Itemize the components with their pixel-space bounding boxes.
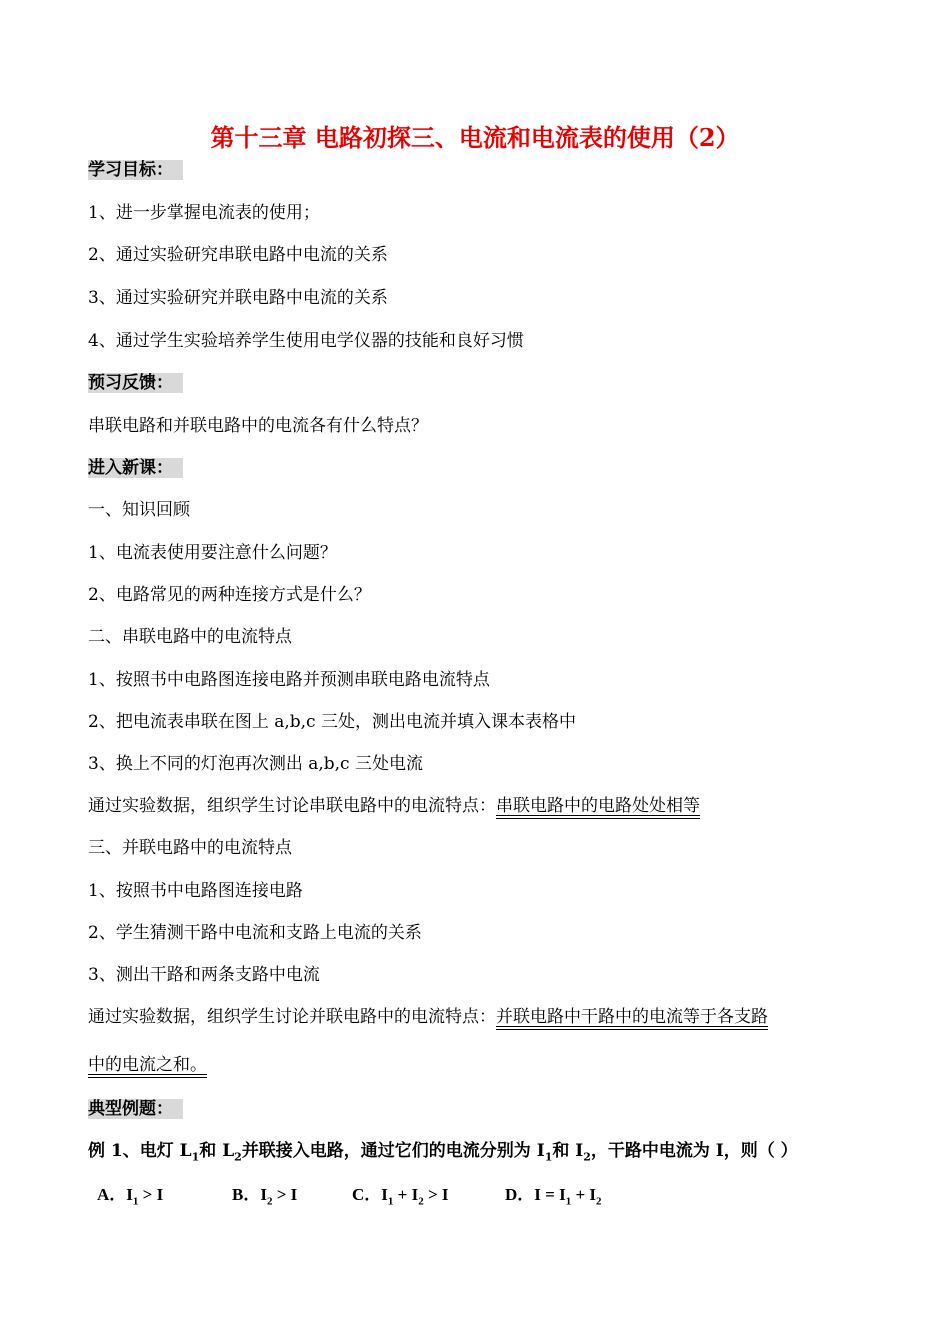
parallel-title: 三、并联电路中的电流特点 (88, 838, 292, 858)
parallel-conclusion-prefix: 通过实验数据，组织学生讨论并联电路中的电流特点： (88, 1007, 496, 1027)
series-conclusion-prefix: 通过实验数据，组织学生讨论串联电路中的电流特点： (88, 796, 496, 816)
parallel-conclusion-cont (88, 1050, 207, 1075)
preview-heading-row (88, 368, 183, 393)
ex-text: 例 1、电灯 L (88, 1141, 192, 1161)
parallel-item: 1、按照书中电路图连接电路 (88, 881, 303, 901)
option-d (505, 1180, 602, 1207)
option-text: > I (138, 1185, 164, 1204)
parallel-item: 2、学生猜测干路中电流和支路上电流的关系 (88, 923, 422, 943)
parallel-conclusion-answer-cont: 中的电流之和。 (88, 1055, 207, 1075)
parallel-conclusion (88, 1002, 768, 1027)
option-text: > I (423, 1185, 449, 1204)
newlesson-heading: 进入新课： (88, 458, 183, 478)
goals-heading-row (88, 155, 183, 180)
ex-text: 和 I (552, 1141, 584, 1161)
option-sub: 1 (387, 1195, 394, 1208)
series-title: 二、串联电路中的电流特点 (88, 627, 292, 647)
example-heading-row (88, 1094, 183, 1119)
ex-text: 和 L (199, 1141, 235, 1161)
option-c (352, 1180, 449, 1207)
parallel-conclusion-answer: 并联电路中干路中的电流等于各支路 (496, 1007, 768, 1027)
option-sub: 2 (418, 1195, 424, 1208)
review-item: 2、电路常见的两种连接方式是什么？ (88, 585, 371, 605)
option-sub: 2 (266, 1195, 273, 1208)
goal-item: 2、通过实验研究串联电路中电流的关系 (88, 245, 388, 265)
option-text: > I (272, 1185, 298, 1204)
newlesson-heading-row (88, 453, 183, 478)
option-sub: 2 (596, 1195, 602, 1208)
series-item: 1、按照书中电路图连接电路并预测串联电路电流特点 (88, 670, 490, 690)
option-text: C．I (352, 1185, 388, 1204)
option-text: D．I = I (505, 1185, 566, 1204)
option-sub: 1 (132, 1195, 139, 1208)
option-b (232, 1180, 297, 1207)
example-1-question (88, 1136, 798, 1163)
review-title: 一、知识回顾 (88, 500, 190, 520)
ex-sub: 2 (583, 1150, 591, 1164)
series-item: 2、把电流表串联在图上 a,b,c 三处，测出电流并填入课本表格中 (88, 712, 576, 732)
preview-question: 串联电路和并联电路中的电流各有什么特点？ (88, 416, 428, 436)
series-item: 3、换上不同的灯泡再次测出 a,b,c 三处电流 (88, 754, 423, 774)
series-conclusion (88, 791, 700, 816)
preview-heading: 预习反馈： (88, 373, 183, 393)
example-heading: 典型例题： (88, 1099, 183, 1119)
parallel-item: 3、测出干路和两条支路中电流 (88, 965, 320, 985)
option-text: + I (393, 1185, 419, 1204)
option-sub: 1 (565, 1195, 572, 1208)
goals-heading: 学习目标： (88, 160, 183, 180)
review-item: 1、电流表使用要注意什么问题？ (88, 543, 337, 563)
goal-item: 4、通过学生实验培养学生使用电学仪器的技能和良好习惯 (88, 331, 524, 351)
option-text: A．I (97, 1185, 133, 1204)
ex-sub: 1 (191, 1150, 200, 1164)
option-a (97, 1180, 163, 1207)
goal-item: 1、进一步掌握电流表的使用； (88, 203, 320, 223)
option-text: B．I (232, 1185, 267, 1204)
page-title: 第十三章 电路初探三、电流和电流表的使用（2） (210, 123, 740, 152)
option-text: + I (571, 1185, 597, 1204)
series-conclusion-answer: 串联电路中的电路处处相等 (496, 796, 700, 816)
ex-sub: 2 (234, 1150, 242, 1164)
ex-sub: 1 (544, 1150, 553, 1164)
ex-text: 并联接入电路，通过它们的电流分别为 I (241, 1141, 545, 1161)
ex-text: ，干路中电流为 I，则（ ） (590, 1141, 798, 1161)
goal-item: 3、通过实验研究并联电路中电流的关系 (88, 288, 388, 308)
